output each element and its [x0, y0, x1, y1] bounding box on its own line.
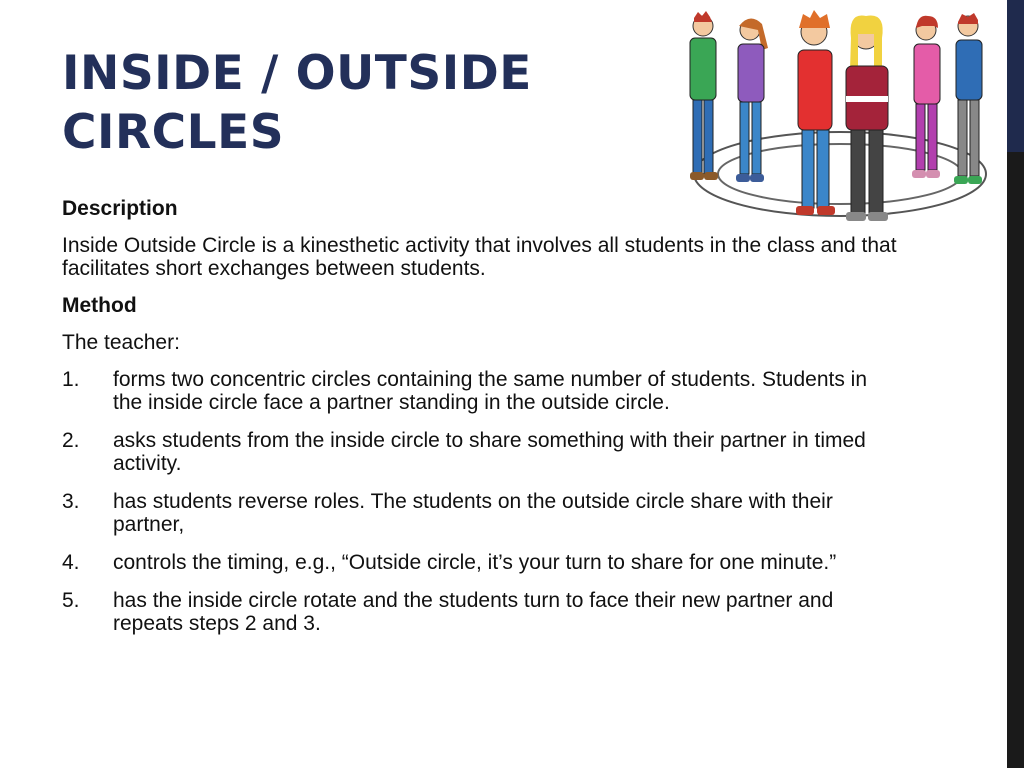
title-line-2: CIRCLES: [62, 105, 285, 160]
step-text: controls the timing, e.g., “Outside circle, it’s your turn to share for one minute.”: [113, 551, 837, 574]
slide-right-border-accent: [1007, 0, 1024, 152]
step-text: forms two concentric circles containing the same number of students. Students in the inside circle face a partner standing in the outside circle.: [113, 368, 868, 414]
step-text: asks students from the inside circle to share something with their partner in timed activity.: [113, 429, 866, 475]
list-item: [62, 589, 902, 635]
list-item: [62, 551, 902, 574]
list-item: [62, 368, 902, 414]
slide-body: [62, 197, 902, 650]
student-figure-icon: [954, 13, 982, 184]
slide-title: [62, 44, 622, 162]
method-steps-list: [62, 368, 902, 635]
student-figure-icon: [690, 11, 718, 180]
list-item: [62, 490, 902, 536]
title-line-1: INSIDE / OUTSIDE: [62, 46, 532, 101]
description-heading: Description: [62, 197, 178, 220]
step-number: 1.: [62, 368, 80, 391]
student-figure-icon: [846, 15, 888, 221]
method-heading: Method: [62, 294, 137, 317]
list-item: [62, 429, 902, 475]
step-number: 4.: [62, 551, 80, 574]
student-figure-icon: [736, 18, 768, 182]
step-number: 2.: [62, 429, 80, 452]
step-text: has students reverse roles. The students on the outside circle share with their partner,: [113, 490, 833, 536]
step-text: has the inside circle rotate and the students turn to face their new partner and repeats steps 2 and 3.: [113, 589, 834, 635]
student-figure-icon: [796, 10, 835, 215]
description-text: Inside Outside Circle is a kinesthetic activity that involves all students in the class and that facilitates short exchanges between students.: [62, 234, 897, 280]
step-number: 3.: [62, 490, 80, 513]
step-number: 5.: [62, 589, 80, 612]
method-intro: The teacher:: [62, 331, 180, 354]
